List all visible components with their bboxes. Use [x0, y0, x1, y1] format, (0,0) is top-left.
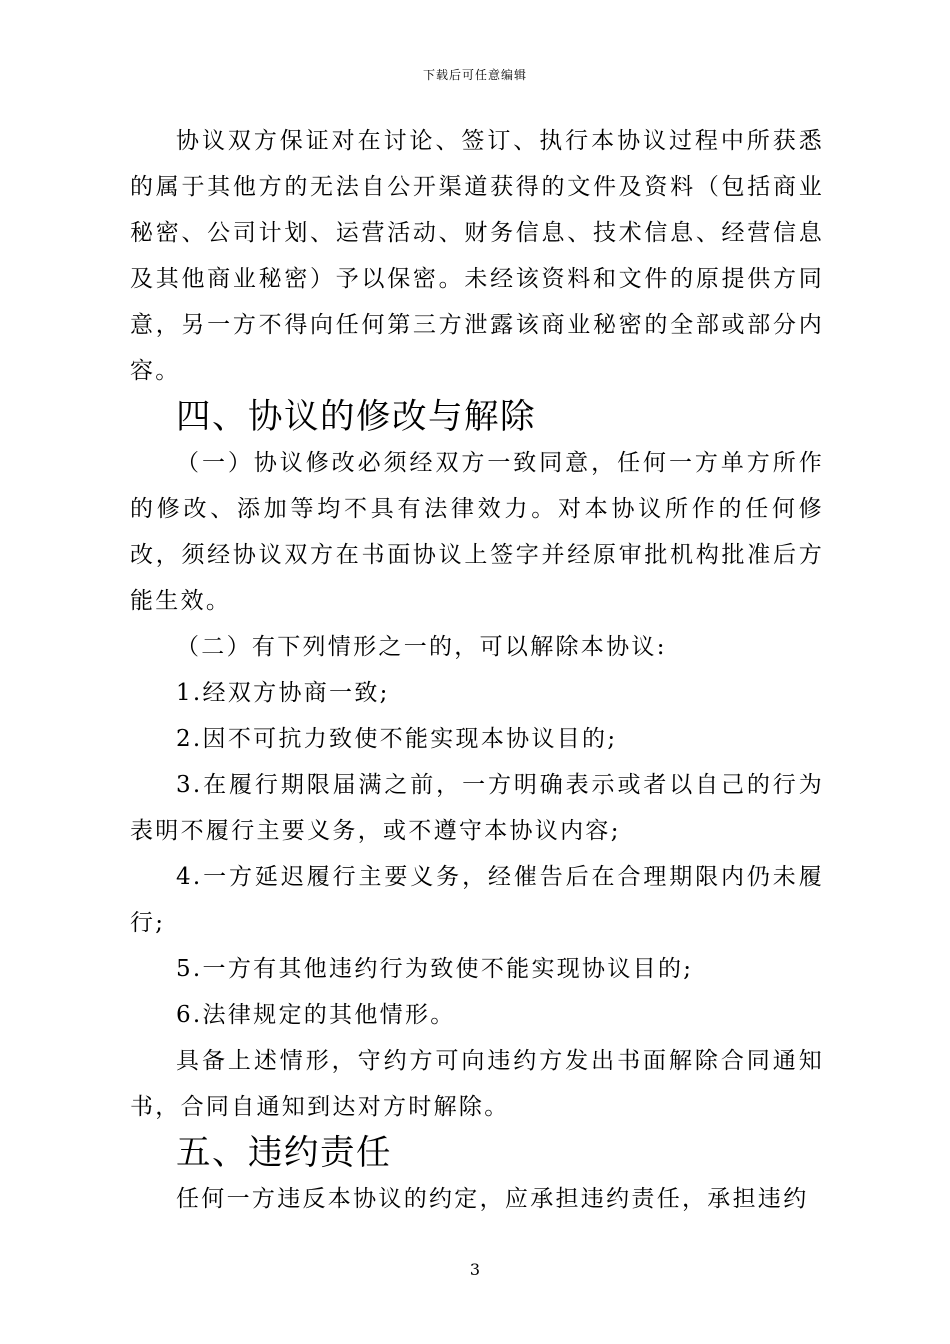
termination-condition-6: 6.法律规定的其他情形。 — [176, 1002, 456, 1028]
modification-paragraph: （一）协议修改必须经双方一致同意，任何一方单方所作的修改、添加等均不具有法律效力。对本协议所作的任何修改，须经协议双方在书面协议上签字并经原审批机构批准后方能生效。 — [130, 450, 824, 614]
termination-conditions-intro: （二）有下列情形之一的，可以解除本协议: — [176, 634, 667, 660]
header-note: 下载后可任意编辑 — [422, 68, 527, 82]
section-heading-breach-liability: 五、违约责任 — [176, 1133, 392, 1173]
breach-liability-paragraph: 任何一方违反本协议的约定，应承担违约责任，承担违约 — [176, 1186, 809, 1212]
termination-condition-3: 3.在履行期限届满之前，一方明确表示或者以自己的行为表明不履行主要义务，或不遵守本协议内容; — [130, 772, 824, 844]
document-body — [130, 118, 824, 1222]
section-heading-modification-termination: 四、协议的修改与解除 — [176, 397, 536, 437]
termination-condition-1: 1.经双方协商一致; — [176, 680, 390, 706]
termination-notice-paragraph: 具备上述情形，守约方可向违约方发出书面解除合同通知书，合同自通知到达对方时解除。 — [130, 1048, 824, 1120]
termination-condition-5: 5.一方有其他违约行为致使不能实现协议目的; — [176, 956, 694, 982]
page-number: 3 — [469, 1260, 481, 1279]
confidentiality-paragraph: 协议双方保证对在讨论、签订、执行本协议过程中所获悉的属于其他方的无法自公开渠道获得的文件及资料（包括商业秘密、公司计划、运营活动、财务信息、技术信息、经营信息及其他商业秘密）予以保密。未经该资料和文件的原提供方同意，另一方不得向任何第三方泄露该商业秘密的全部或部分内容。 — [130, 128, 824, 384]
termination-condition-4: 4.一方延迟履行主要义务，经催告后在合理期限内仍未履行; — [130, 864, 824, 936]
termination-condition-2: 2.因不可抗力致使不能实现本协议目的; — [176, 726, 618, 752]
